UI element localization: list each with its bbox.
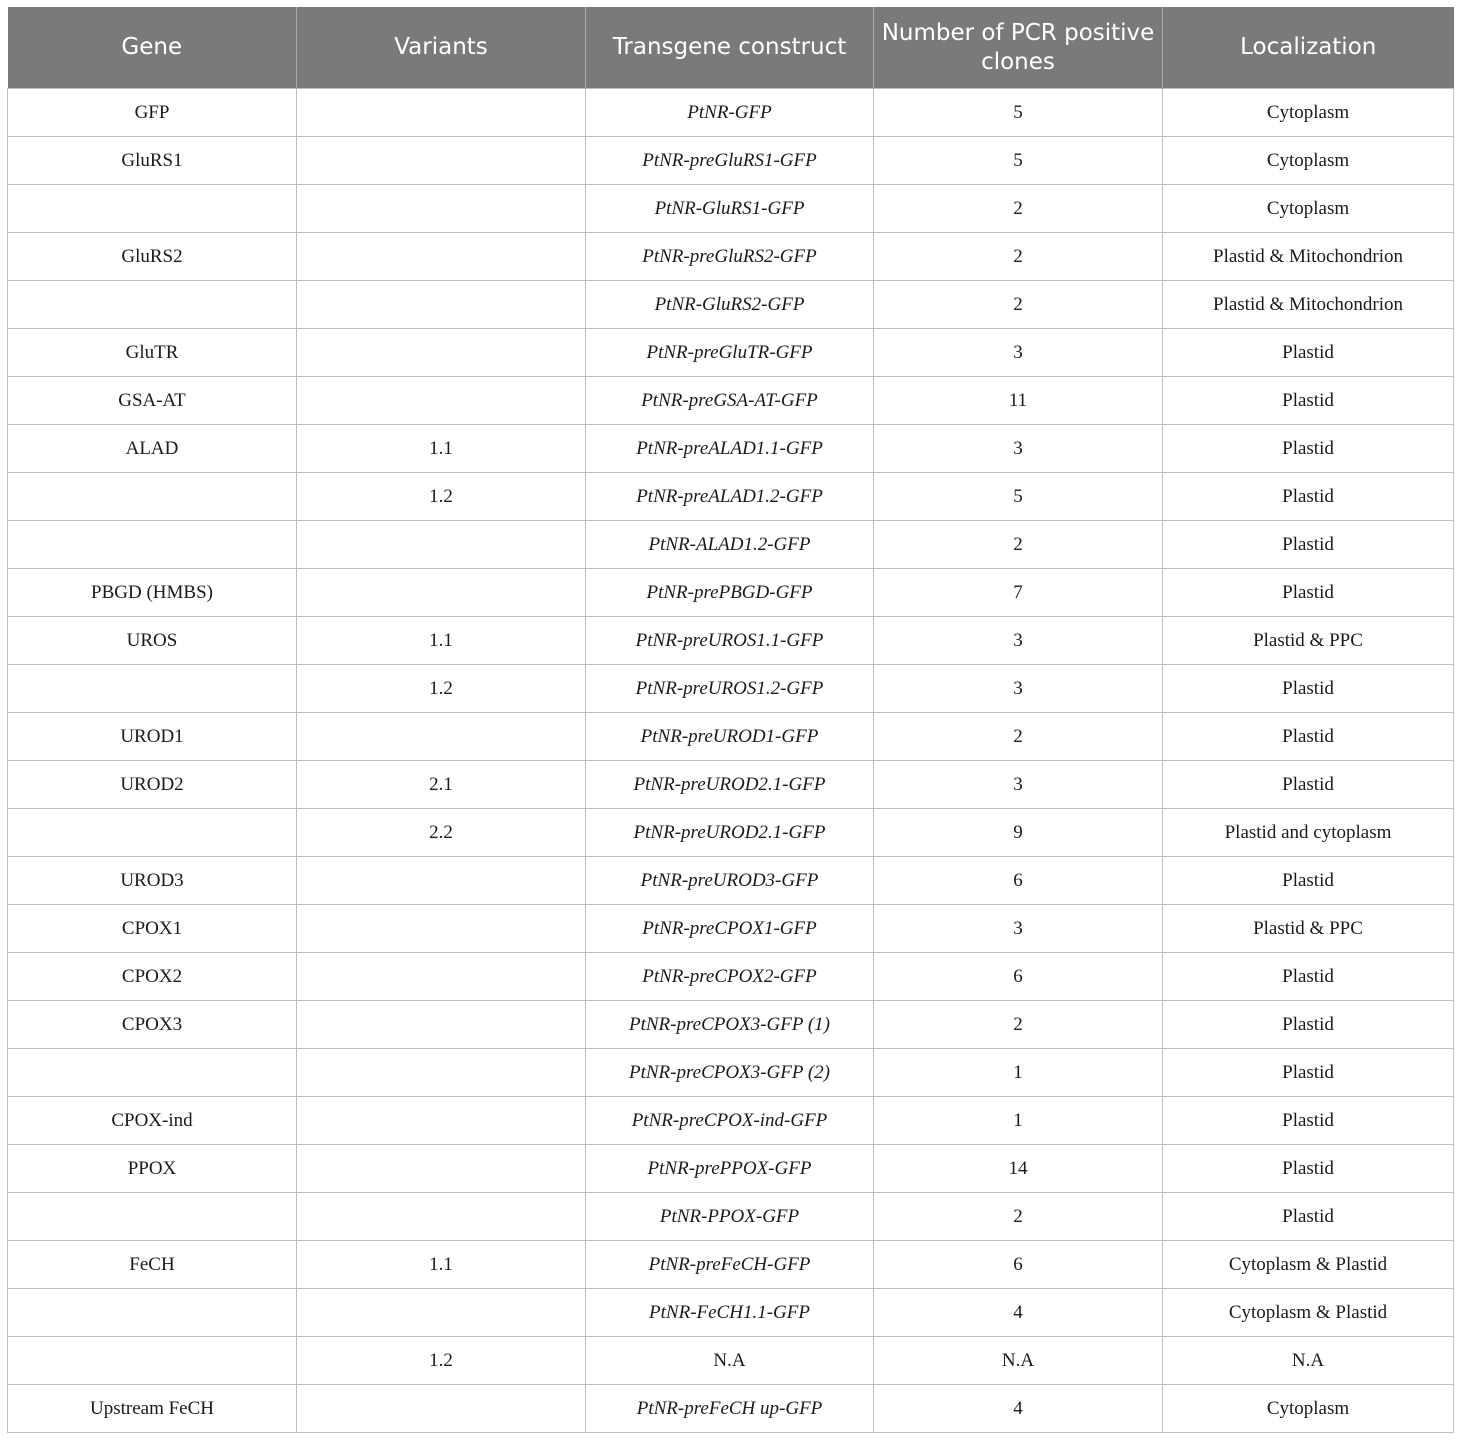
clones-cell: 6 bbox=[874, 1241, 1163, 1289]
clones-cell: 14 bbox=[874, 1145, 1163, 1193]
construct-cell: PtNR-preUROS1.2-GFP bbox=[586, 665, 874, 713]
localization-cell: Plastid bbox=[1163, 1049, 1454, 1097]
gene-cell: ALAD bbox=[8, 425, 297, 473]
header-row bbox=[8, 7, 1454, 89]
localization-cell: Plastid bbox=[1163, 569, 1454, 617]
variant-cell: 2.2 bbox=[297, 809, 586, 857]
table-row bbox=[8, 1241, 1454, 1289]
clones-cell: 7 bbox=[874, 569, 1163, 617]
clones-cell: 3 bbox=[874, 905, 1163, 953]
table-row bbox=[8, 473, 1454, 521]
localization-cell: Cytoplasm & Plastid bbox=[1163, 1289, 1454, 1337]
gene-cell: UROD3 bbox=[8, 857, 297, 905]
table-row bbox=[8, 521, 1454, 569]
localization-cell: Plastid & PPC bbox=[1163, 617, 1454, 665]
gene-cell: UROS bbox=[8, 617, 297, 665]
construct-cell: PtNR-PPOX-GFP bbox=[586, 1193, 874, 1241]
construct-cell: PtNR-preFeCH-GFP bbox=[586, 1241, 874, 1289]
table-row bbox=[8, 665, 1454, 713]
clones-cell: 2 bbox=[874, 233, 1163, 281]
clones-cell: 2 bbox=[874, 281, 1163, 329]
clones-cell: 2 bbox=[874, 713, 1163, 761]
table-body bbox=[8, 89, 1454, 1433]
gene-cell bbox=[8, 1193, 297, 1241]
gene-cell bbox=[8, 809, 297, 857]
gene-cell: UROD1 bbox=[8, 713, 297, 761]
table-row bbox=[8, 233, 1454, 281]
variant-cell: 1.2 bbox=[297, 665, 586, 713]
construct-cell: PtNR-preUROD1-GFP bbox=[586, 713, 874, 761]
table-row bbox=[8, 1097, 1454, 1145]
localization-cell: Cytoplasm bbox=[1163, 1385, 1454, 1433]
localization-cell: Plastid bbox=[1163, 473, 1454, 521]
clones-cell: 2 bbox=[874, 1193, 1163, 1241]
localization-cell: Plastid & Mitochondrion bbox=[1163, 233, 1454, 281]
clones-cell: 3 bbox=[874, 617, 1163, 665]
variant-cell bbox=[297, 1001, 586, 1049]
variant-cell: 1.1 bbox=[297, 425, 586, 473]
localization-cell: Cytoplasm & Plastid bbox=[1163, 1241, 1454, 1289]
variant-cell bbox=[297, 281, 586, 329]
construct-cell: PtNR-preCPOX1-GFP bbox=[586, 905, 874, 953]
variant-cell bbox=[297, 713, 586, 761]
gene-cell: FeCH bbox=[8, 1241, 297, 1289]
table-row bbox=[8, 905, 1454, 953]
gene-cell: GSA-AT bbox=[8, 377, 297, 425]
table-row bbox=[8, 617, 1454, 665]
construct-cell: PtNR-preUROD3-GFP bbox=[586, 857, 874, 905]
header-variants: Variants bbox=[297, 7, 586, 89]
construct-cell: PtNR-preCPOX2-GFP bbox=[586, 953, 874, 1001]
gene-cell bbox=[8, 473, 297, 521]
construct-cell: PtNR-preUROD2.1-GFP bbox=[586, 761, 874, 809]
clones-cell: 5 bbox=[874, 473, 1163, 521]
construct-cell: PtNR-preGluTR-GFP bbox=[586, 329, 874, 377]
construct-cell: N.A bbox=[586, 1337, 874, 1385]
table-row bbox=[8, 953, 1454, 1001]
clones-cell: 2 bbox=[874, 185, 1163, 233]
gene-cell: UROD2 bbox=[8, 761, 297, 809]
table-row bbox=[8, 857, 1454, 905]
variant-cell: 1.2 bbox=[297, 1337, 586, 1385]
construct-cell: PtNR-prePPOX-GFP bbox=[586, 1145, 874, 1193]
localization-cell: Plastid bbox=[1163, 761, 1454, 809]
variant-cell bbox=[297, 905, 586, 953]
construct-cell: PtNR-preCPOX3-GFP (1) bbox=[586, 1001, 874, 1049]
clones-cell: 1 bbox=[874, 1097, 1163, 1145]
variant-cell bbox=[297, 89, 586, 137]
clones-cell: 2 bbox=[874, 1001, 1163, 1049]
gene-cell: CPOX-ind bbox=[8, 1097, 297, 1145]
localization-cell: Plastid bbox=[1163, 953, 1454, 1001]
localization-cell: Plastid & Mitochondrion bbox=[1163, 281, 1454, 329]
transgene-table bbox=[7, 7, 1454, 1433]
variant-cell bbox=[297, 569, 586, 617]
gene-cell: Upstream FeCH bbox=[8, 1385, 297, 1433]
variant-cell bbox=[297, 953, 586, 1001]
variant-cell bbox=[297, 329, 586, 377]
table-row bbox=[8, 569, 1454, 617]
localization-cell: Plastid bbox=[1163, 1145, 1454, 1193]
variant-cell bbox=[297, 137, 586, 185]
construct-cell: PtNR-preALAD1.2-GFP bbox=[586, 473, 874, 521]
construct-cell: PtNR-FeCH1.1-GFP bbox=[586, 1289, 874, 1337]
clones-cell: 5 bbox=[874, 137, 1163, 185]
gene-cell bbox=[8, 1049, 297, 1097]
construct-cell: PtNR-preGluRS1-GFP bbox=[586, 137, 874, 185]
gene-cell bbox=[8, 665, 297, 713]
clones-cell: 5 bbox=[874, 89, 1163, 137]
table-row bbox=[8, 425, 1454, 473]
data-table-container bbox=[7, 7, 1453, 1433]
localization-cell: N.A bbox=[1163, 1337, 1454, 1385]
construct-cell: PtNR-ALAD1.2-GFP bbox=[586, 521, 874, 569]
table-row bbox=[8, 185, 1454, 233]
localization-cell: Plastid bbox=[1163, 425, 1454, 473]
localization-cell: Plastid bbox=[1163, 329, 1454, 377]
construct-cell: PtNR-preUROS1.1-GFP bbox=[586, 617, 874, 665]
gene-cell: GFP bbox=[8, 89, 297, 137]
table-row bbox=[8, 137, 1454, 185]
variant-cell bbox=[297, 185, 586, 233]
variant-cell bbox=[297, 233, 586, 281]
localization-cell: Plastid bbox=[1163, 377, 1454, 425]
clones-cell: 4 bbox=[874, 1385, 1163, 1433]
variant-cell bbox=[297, 1193, 586, 1241]
gene-cell: PBGD (HMBS) bbox=[8, 569, 297, 617]
table-row bbox=[8, 1289, 1454, 1337]
construct-cell: PtNR-GFP bbox=[586, 89, 874, 137]
construct-cell: PtNR-preCPOX-ind-GFP bbox=[586, 1097, 874, 1145]
gene-cell: CPOX2 bbox=[8, 953, 297, 1001]
variant-cell bbox=[297, 1049, 586, 1097]
construct-cell: PtNR-prePBGD-GFP bbox=[586, 569, 874, 617]
variant-cell bbox=[297, 857, 586, 905]
header-localization: Localization bbox=[1163, 7, 1454, 89]
header-gene: Gene bbox=[8, 7, 297, 89]
gene-cell bbox=[8, 1337, 297, 1385]
localization-cell: Plastid bbox=[1163, 857, 1454, 905]
clones-cell: 1 bbox=[874, 1049, 1163, 1097]
construct-cell: PtNR-preGluRS2-GFP bbox=[586, 233, 874, 281]
clones-cell: 3 bbox=[874, 425, 1163, 473]
clones-cell: 3 bbox=[874, 665, 1163, 713]
table-row bbox=[8, 809, 1454, 857]
construct-cell: PtNR-preUROD2.1-GFP bbox=[586, 809, 874, 857]
variant-cell: 2.1 bbox=[297, 761, 586, 809]
localization-cell: Plastid bbox=[1163, 1193, 1454, 1241]
table-row bbox=[8, 377, 1454, 425]
clones-cell: 6 bbox=[874, 953, 1163, 1001]
construct-cell: PtNR-preGSA-AT-GFP bbox=[586, 377, 874, 425]
clones-cell: 6 bbox=[874, 857, 1163, 905]
table-row bbox=[8, 1385, 1454, 1433]
table-header bbox=[8, 7, 1454, 89]
variant-cell: 1.2 bbox=[297, 473, 586, 521]
table-row bbox=[8, 1145, 1454, 1193]
localization-cell: Plastid bbox=[1163, 713, 1454, 761]
table-row bbox=[8, 1001, 1454, 1049]
localization-cell: Plastid bbox=[1163, 665, 1454, 713]
construct-cell: PtNR-GluRS1-GFP bbox=[586, 185, 874, 233]
localization-cell: Plastid & PPC bbox=[1163, 905, 1454, 953]
table-row bbox=[8, 713, 1454, 761]
gene-cell: GluTR bbox=[8, 329, 297, 377]
localization-cell: Cytoplasm bbox=[1163, 137, 1454, 185]
variant-cell bbox=[297, 1385, 586, 1433]
clones-cell: 4 bbox=[874, 1289, 1163, 1337]
clones-cell: 11 bbox=[874, 377, 1163, 425]
localization-cell: Plastid bbox=[1163, 1001, 1454, 1049]
gene-cell bbox=[8, 281, 297, 329]
clones-cell: N.A bbox=[874, 1337, 1163, 1385]
table-row bbox=[8, 281, 1454, 329]
table-row bbox=[8, 329, 1454, 377]
localization-cell: Plastid and cytoplasm bbox=[1163, 809, 1454, 857]
gene-cell: PPOX bbox=[8, 1145, 297, 1193]
construct-cell: PtNR-preFeCH up-GFP bbox=[586, 1385, 874, 1433]
clones-cell: 2 bbox=[874, 521, 1163, 569]
gene-cell bbox=[8, 1289, 297, 1337]
variant-cell bbox=[297, 521, 586, 569]
localization-cell: Plastid bbox=[1163, 1097, 1454, 1145]
variant-cell: 1.1 bbox=[297, 1241, 586, 1289]
table-row bbox=[8, 1193, 1454, 1241]
variant-cell bbox=[297, 1289, 586, 1337]
header-transgene-construct: Transgene construct bbox=[586, 7, 874, 89]
table-row bbox=[8, 1337, 1454, 1385]
localization-cell: Cytoplasm bbox=[1163, 185, 1454, 233]
construct-cell: PtNR-GluRS2-GFP bbox=[586, 281, 874, 329]
variant-cell bbox=[297, 377, 586, 425]
variant-cell bbox=[297, 1097, 586, 1145]
construct-cell: PtNR-preCPOX3-GFP (2) bbox=[586, 1049, 874, 1097]
localization-cell: Plastid bbox=[1163, 521, 1454, 569]
clones-cell: 9 bbox=[874, 809, 1163, 857]
localization-cell: Cytoplasm bbox=[1163, 89, 1454, 137]
table-row bbox=[8, 89, 1454, 137]
gene-cell bbox=[8, 185, 297, 233]
gene-cell: GluRS1 bbox=[8, 137, 297, 185]
gene-cell: CPOX1 bbox=[8, 905, 297, 953]
variant-cell: 1.1 bbox=[297, 617, 586, 665]
gene-cell bbox=[8, 521, 297, 569]
gene-cell: GluRS2 bbox=[8, 233, 297, 281]
clones-cell: 3 bbox=[874, 761, 1163, 809]
variant-cell bbox=[297, 1145, 586, 1193]
construct-cell: PtNR-preALAD1.1-GFP bbox=[586, 425, 874, 473]
header-pcr-positive-clones: Number of PCR positive clones bbox=[874, 7, 1163, 89]
table-row bbox=[8, 1049, 1454, 1097]
table-row bbox=[8, 761, 1454, 809]
gene-cell: CPOX3 bbox=[8, 1001, 297, 1049]
clones-cell: 3 bbox=[874, 329, 1163, 377]
